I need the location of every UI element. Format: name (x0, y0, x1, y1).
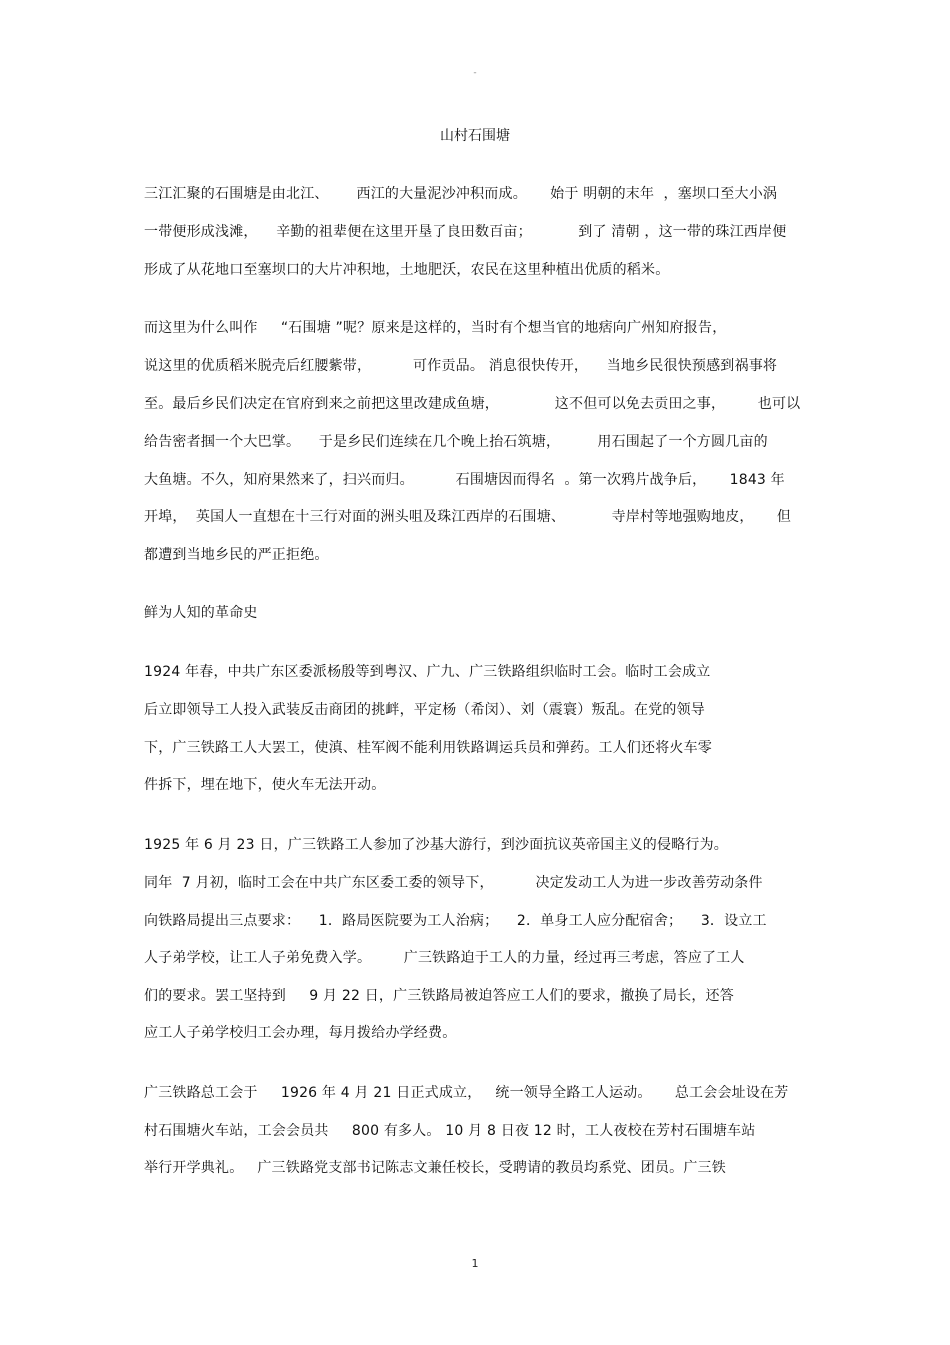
paragraph-2-line-2: 说这里的优质稻米脱壳后红腰紫带， 可作贡品。 消息很快传开， 当地乡民很快预感到祸事将 (144, 358, 778, 374)
header-mark: - (473, 68, 477, 78)
paragraph-5-line-6: 应工人子弟学校归工会办理，每月拨给办学经费。 (144, 1025, 457, 1041)
paragraph-6-line-1: 广三铁路总工会于 1926 年 4 月 21 日正式成立， 统一领导全路工人运动。 总工会会址设在芳 (144, 1085, 789, 1101)
paragraph-4-line-4: 件拆下，埋在地下，使火车无法开动。 (144, 777, 386, 793)
paragraph-5-line-2: 同年 7 月初，临时工会在中共广东区委工委的领导下， 决定发动工人为进一步改善劳动条件 (144, 875, 763, 891)
page-number: 1 (471, 1257, 479, 1270)
paragraph-1-line-2: 一带便形成浅滩， 辛勤的祖辈便在这里开垦了良田数百亩； 到了 清朝 ，这一带的珠江西岸便 (144, 224, 787, 240)
paragraph-4-line-1: 1924 年春，中共广东区委派杨殷等到粤汉、广九、广三铁路组织临时工会。临时工会成立 (144, 664, 711, 680)
paragraph-1-line-1: 三江汇聚的石围塘是由北江、 西江的大量泥沙冲积而成。 始于 明朝的末年 ，塞坝口至大小涡 (144, 186, 778, 202)
paragraph-5-line-3: 向铁路局提出三点要求： 1．路局医院要为工人治病； 2．单身工人应分配宿舍； 3．设立工 (144, 913, 767, 929)
paragraph-5-line-5: 们的要求。罢工坚持到 9 月 22 日，广三铁路局被迫答应工人们的要求，撤换了局长，还答 (144, 988, 734, 1004)
paragraph-4-line-3: 下，广三铁路工人大罢工，使滇、桂军阀不能利用铁路调运兵员和弹药。工人们还将火车零 (144, 740, 712, 756)
paragraph-6-line-2: 村石围塘火车站，工会会员共 800 有多人。 10 月 8 日夜 12 时，工人夜校在芳村石围塘车站 (144, 1123, 756, 1139)
paragraph-2-line-1: 而这里为什么叫作 “石围塘 ”呢？原来是这样的，当时有个想当官的地痞向广州知府报告， (144, 320, 727, 336)
section-heading: 鲜为人知的革命史 (144, 605, 258, 621)
paragraph-2-line-5: 大鱼塘。不久，知府果然来了，扫兴而归。 石围塘因而得名 。第一次鸦片战争后， 1843 年 (144, 472, 785, 488)
paragraph-2-line-6: 开埠， 英国人一直想在十三行对面的洲头咀及珠江西岸的石围塘、 寺岸村等地强购地皮， 但 (144, 509, 792, 525)
paragraph-2-line-3: 至。最后乡民们决定在官府到来之前把这里改建成鱼塘， 这不但可以免去贡田之事， 也可以 (144, 396, 801, 412)
paragraph-2-line-7: 都遭到当地乡民的严正拒绝。 (144, 547, 329, 563)
paragraph-1-line-3: 形成了从花地口至塞坝口的大片冲积地，土地肥沃，农民在这里种植出优质的稻米。 (144, 262, 670, 278)
paragraph-4-line-2: 后立即领导工人投入武装反击商团的挑衅，平定杨（希闵）、刘（震寰）叛乱。在党的领导 (144, 702, 705, 718)
page-title: 山村石围塘 (440, 128, 510, 144)
paragraph-5-line-4: 人子弟学校，让工人子弟免费入学。 广三铁路迫于工人的力量，经过再三考虑，答应了工人 (144, 950, 745, 966)
paragraph-2-line-4: 给告密者掴一个大巴掌。 于是乡民们连续在几个晚上抬石筑塘， 用石围起了一个方圆几亩的 (144, 434, 768, 450)
paragraph-5-line-1: 1925 年 6 月 23 日，广三铁路工人参加了沙基大游行，到沙面抗议英帝国主义的侵略行为。 (144, 837, 728, 853)
paragraph-6-line-3: 举行开学典礼。 广三铁路党支部书记陈志文兼任校长，受聘请的教员均系党、团员。广三铁 (144, 1160, 726, 1176)
